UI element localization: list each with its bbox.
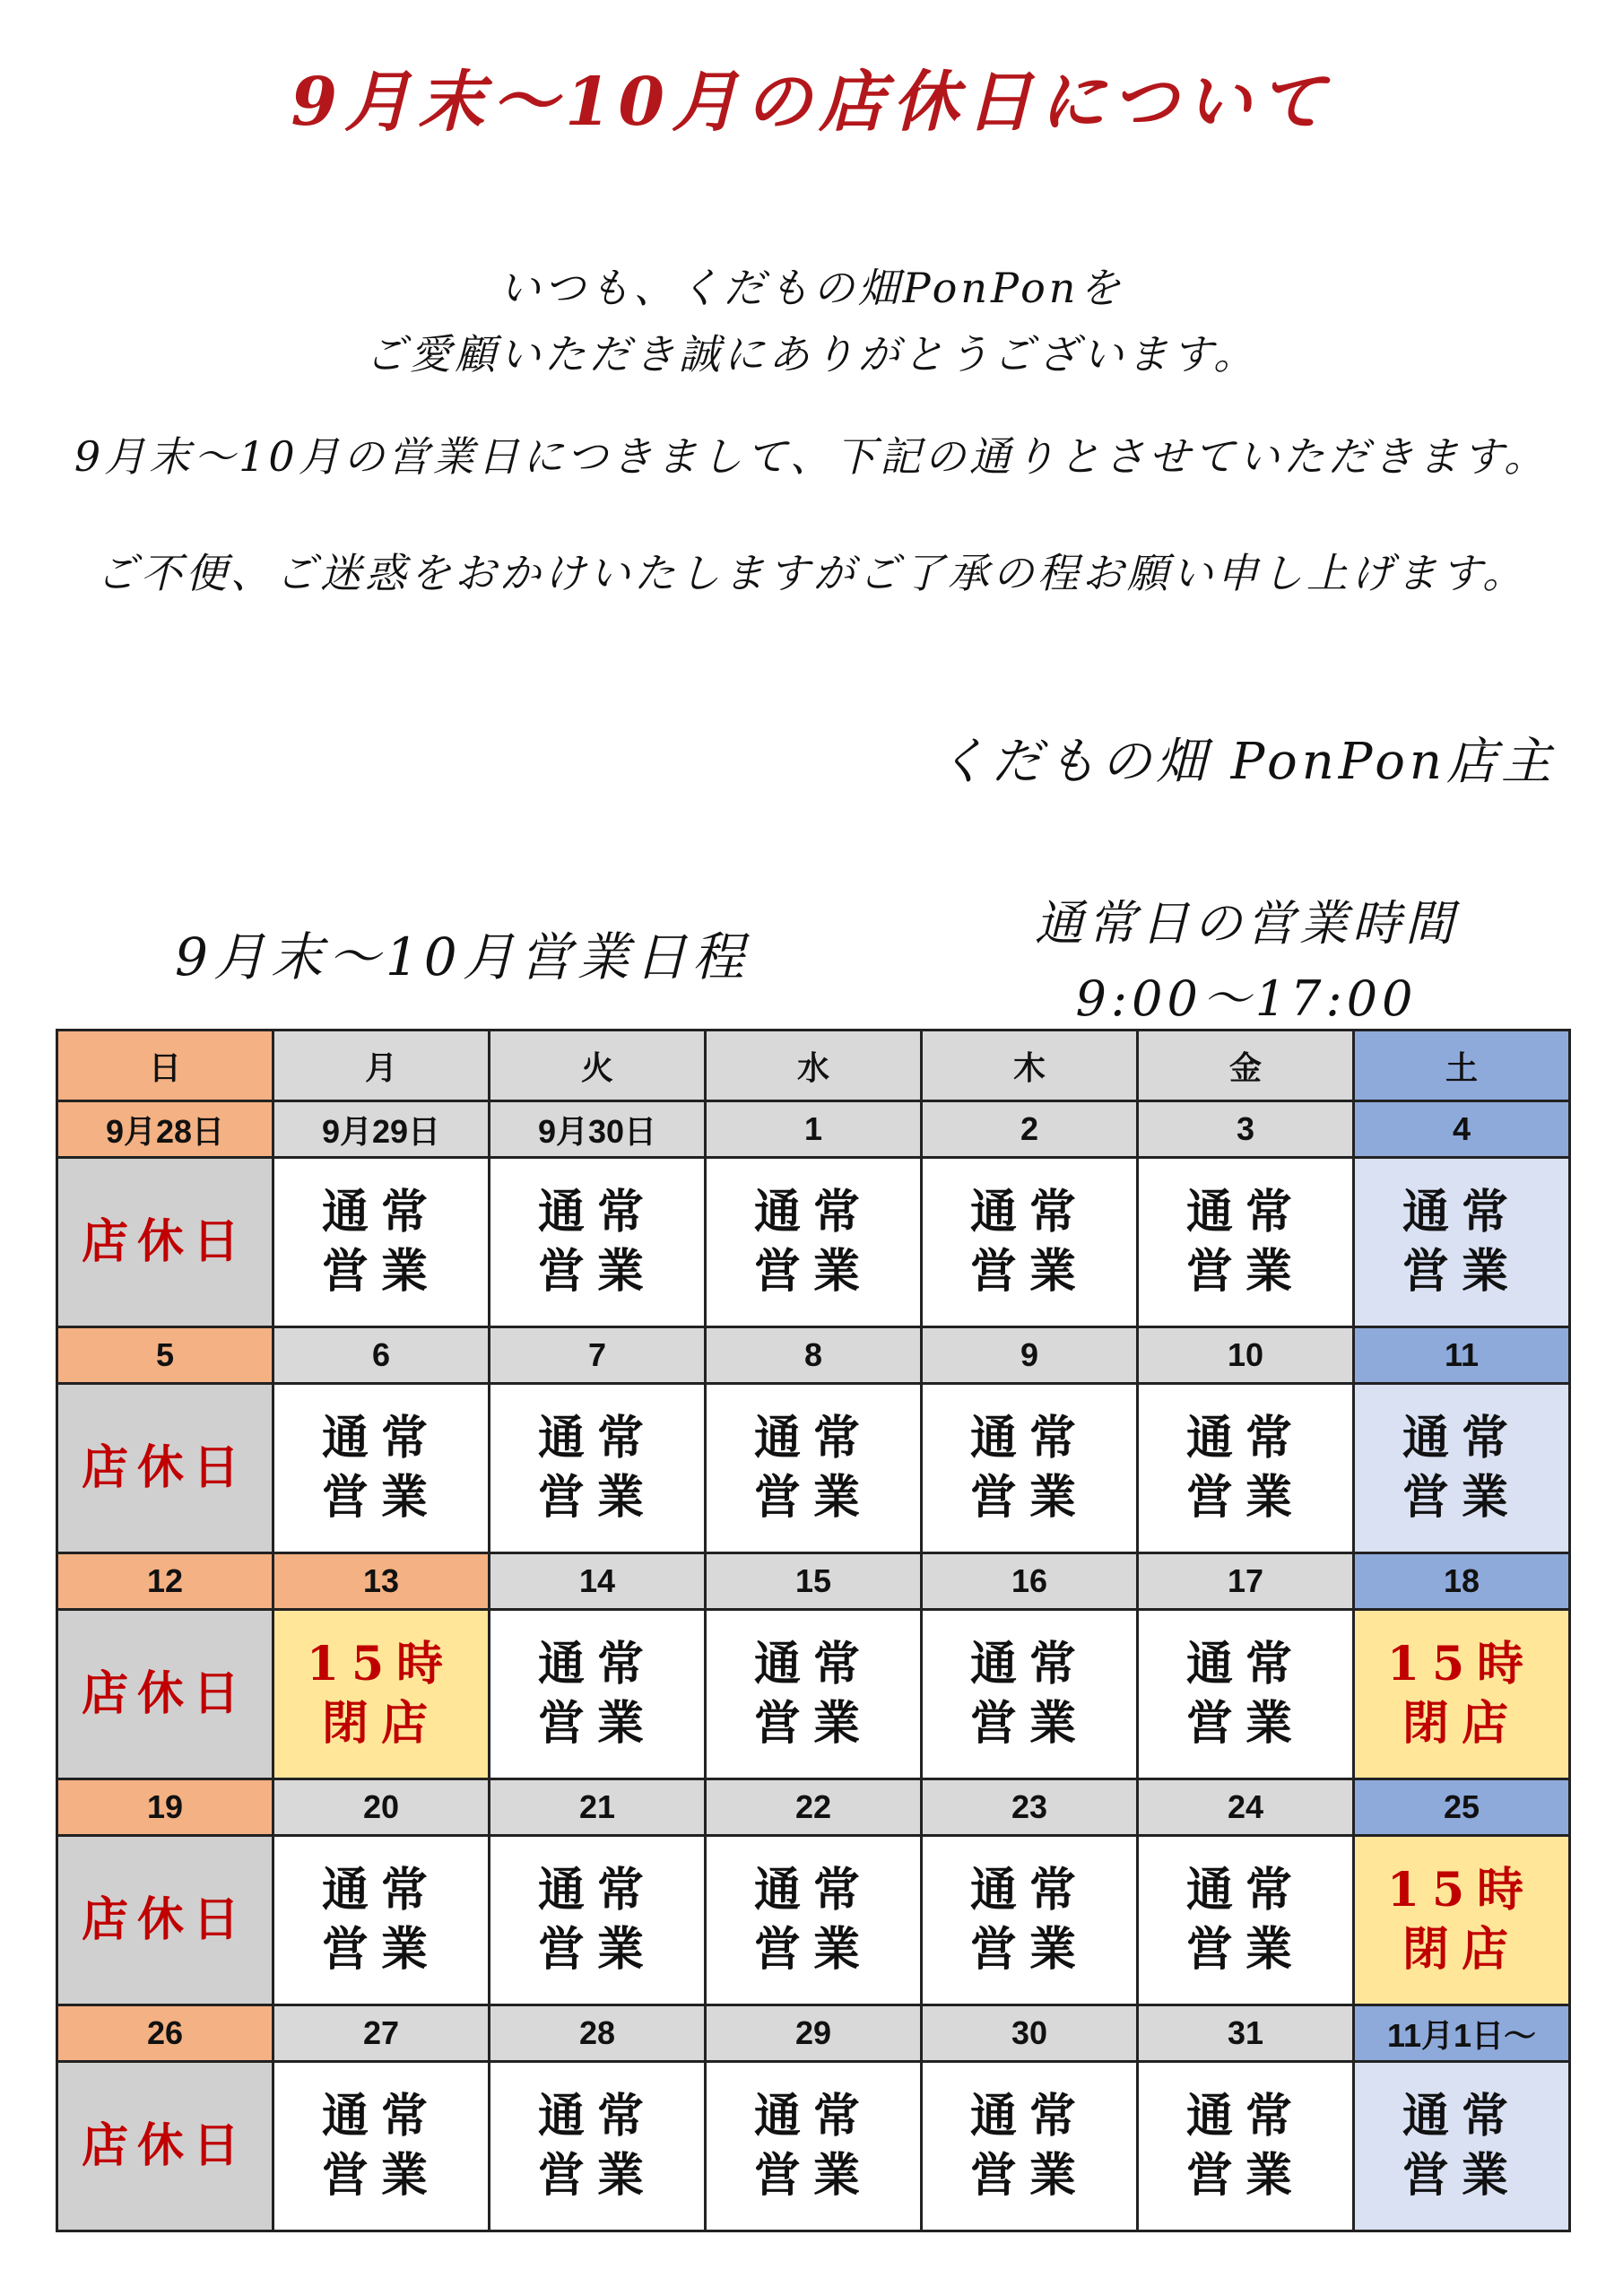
- calendar-date: 7: [490, 1327, 706, 1384]
- normal-business-label: 通常: [1185, 1863, 1305, 1918]
- closed-day-label: 店休日: [81, 1666, 248, 1721]
- normal-business-label: 通常: [1402, 2089, 1521, 2144]
- status-row: [57, 1836, 1570, 2005]
- calendar-date: 13: [273, 1553, 490, 1610]
- closed-day-label: 店休日: [81, 2118, 248, 2173]
- weekday-header-row: [57, 1031, 1570, 1101]
- calendar-date: 29: [706, 2005, 922, 2062]
- date-row: [57, 1101, 1570, 1158]
- normal-business-label: 営業: [753, 1244, 872, 1299]
- weekday-header: 日: [57, 1031, 273, 1101]
- normal-business-label: 通常: [321, 1411, 440, 1465]
- weekday-header: 金: [1138, 1031, 1354, 1101]
- normal-business-label: 営業: [753, 2148, 872, 2203]
- calendar-status-cell: [706, 1158, 922, 1327]
- calendar-date: 25: [1354, 1779, 1570, 1836]
- greeting-line-1: いつも、くだもの畑PonPonを: [499, 264, 1124, 312]
- normal-business-label: 営業: [969, 1244, 1089, 1299]
- normal-business-label: 営業: [537, 2148, 656, 2203]
- closed-day-label: 店休日: [81, 1440, 248, 1495]
- normal-business-label: 営業: [1402, 1470, 1521, 1525]
- normal-business-label: 通常: [537, 2089, 656, 2144]
- calendar-date: 20: [273, 1779, 490, 1836]
- weekday-header: 火: [490, 1031, 706, 1101]
- normal-business-label: 通常: [969, 2089, 1089, 2144]
- status-row: [57, 1158, 1570, 1327]
- normal-business-label: 営業: [537, 1696, 656, 1751]
- calendar-status-cell: [922, 1158, 1138, 1327]
- normal-business-label: 営業: [537, 1470, 656, 1525]
- calendar-date: 17: [1138, 1553, 1354, 1610]
- normal-business-label: 通常: [537, 1185, 656, 1239]
- normal-business-label: 通常: [969, 1863, 1089, 1918]
- calendar-date: 31: [1138, 2005, 1354, 2062]
- business-hours: [1004, 886, 1488, 1037]
- calendar-status-cell: [922, 1384, 1138, 1553]
- normal-business-label: 営業: [537, 1244, 656, 1299]
- calendar-status-cell: [57, 1384, 273, 1553]
- calendar-status-cell: [706, 1384, 922, 1553]
- calendar-date: 9月29日: [273, 1101, 490, 1158]
- calendar-status-cell: [273, 1384, 490, 1553]
- calendar-date: 3: [1138, 1101, 1354, 1158]
- normal-business-label: 営業: [1402, 2148, 1521, 2203]
- calendar-status-cell: [1354, 2062, 1570, 2231]
- calendar-date: 8: [706, 1327, 922, 1384]
- notice-line: 9月末～10月の営業日につきまして、下記の通りとさせていただきます。: [74, 432, 1549, 481]
- weekday-header: 土: [1354, 1031, 1570, 1101]
- normal-business-label: 通常: [753, 1411, 872, 1465]
- normal-business-label: 営業: [1185, 1922, 1305, 1977]
- calendar-date: 27: [273, 2005, 490, 2062]
- schedule-calendar: [56, 1029, 1571, 2232]
- normal-business-label: 通常: [321, 1185, 440, 1239]
- calendar-status-cell: [57, 1836, 273, 2005]
- calendar-status-cell: [1138, 1384, 1354, 1553]
- normal-business-label: 営業: [321, 1470, 440, 1525]
- normal-business-label: 営業: [321, 2148, 440, 2203]
- normal-business-label: 営業: [1185, 1696, 1305, 1751]
- calendar-date: 28: [490, 2005, 706, 2062]
- normal-business-label: 営業: [321, 1922, 440, 1977]
- calendar-date: 16: [922, 1553, 1138, 1610]
- calendar-status-cell: [57, 1158, 273, 1327]
- calendar-date: 6: [273, 1327, 490, 1384]
- normal-business-label: 営業: [753, 1922, 872, 1977]
- status-row: [57, 1610, 1570, 1779]
- closed-day-label: 店休日: [81, 1214, 248, 1269]
- status-row: [57, 1384, 1570, 1553]
- normal-business-label: 通常: [1402, 1185, 1521, 1239]
- calendar-date: 1: [706, 1101, 922, 1158]
- calendar-status-cell: [490, 1158, 706, 1327]
- calendar-status-cell: [1138, 1158, 1354, 1327]
- calendar-status-cell: [1138, 1610, 1354, 1779]
- normal-business-label: 通常: [537, 1637, 656, 1692]
- calendar-date: 18: [1354, 1553, 1570, 1610]
- normal-business-label: 営業: [969, 1696, 1089, 1751]
- calendar-date: 5: [57, 1327, 273, 1384]
- normal-business-label: 通常: [1185, 1411, 1305, 1465]
- calendar-date: 9月28日: [57, 1101, 273, 1158]
- business-hours-time: 9:00～17:00: [1075, 970, 1418, 1027]
- early-close-label: 閉店: [321, 1696, 440, 1751]
- normal-business-label: 通常: [1185, 2089, 1305, 2144]
- calendar-date: 9: [922, 1327, 1138, 1384]
- early-close-label: 15時: [306, 1637, 456, 1692]
- normal-business-label: 通常: [969, 1185, 1089, 1239]
- calendar-status-cell: [273, 1836, 490, 2005]
- calendar-status-cell: [273, 1158, 490, 1327]
- early-close-label: 閉店: [1402, 1696, 1521, 1751]
- calendar-date: 21: [490, 1779, 706, 1836]
- normal-business-label: 営業: [969, 2148, 1089, 2203]
- calendar-status-cell: [1354, 1836, 1570, 2005]
- calendar-status-cell: [1138, 2062, 1354, 2231]
- page-title: 9月末～10月の店休日について: [291, 64, 1332, 141]
- schedule-title: 9月末～10月営業日程: [175, 926, 750, 987]
- normal-business-label: 通常: [537, 1863, 656, 1918]
- calendar-date: 30: [922, 2005, 1138, 2062]
- calendar-date: 11月1日～: [1354, 2005, 1570, 2062]
- calendar-status-cell: [57, 1610, 273, 1779]
- normal-business-label: 通常: [1402, 1411, 1521, 1465]
- normal-business-label: 通常: [753, 2089, 872, 2144]
- early-close-label: 閉店: [1402, 1922, 1521, 1977]
- normal-business-label: 通常: [753, 1863, 872, 1918]
- calendar-date: 14: [490, 1553, 706, 1610]
- calendar-status-cell: [273, 2062, 490, 2231]
- normal-business-label: 営業: [537, 1922, 656, 1977]
- normal-business-label: 営業: [1185, 1244, 1305, 1299]
- calendar-status-cell: [922, 2062, 1138, 2231]
- calendar-date: 4: [1354, 1101, 1570, 1158]
- normal-business-label: 通常: [321, 2089, 440, 2144]
- calendar-status-cell: [490, 1610, 706, 1779]
- normal-business-label: 営業: [753, 1696, 872, 1751]
- calendar-status-cell: [1138, 1836, 1354, 2005]
- normal-business-label: 通常: [753, 1637, 872, 1692]
- status-row: [57, 2062, 1570, 2231]
- normal-business-label: 通常: [753, 1185, 872, 1239]
- calendar-date: 9月30日: [490, 1101, 706, 1158]
- date-row: [57, 1553, 1570, 1610]
- normal-business-label: 営業: [1402, 1244, 1521, 1299]
- calendar-status-cell: [490, 1384, 706, 1553]
- calendar-status-cell: [273, 1610, 490, 1779]
- date-row: [57, 1327, 1570, 1384]
- normal-business-label: 通常: [969, 1411, 1089, 1465]
- normal-business-label: 通常: [1185, 1185, 1305, 1239]
- calendar-status-cell: [1354, 1384, 1570, 1553]
- calendar-date: 22: [706, 1779, 922, 1836]
- calendar-date: 2: [922, 1101, 1138, 1158]
- business-hours-label: 通常日の営業時間: [1035, 895, 1458, 952]
- calendar-date: 24: [1138, 1779, 1354, 1836]
- normal-business-label: 営業: [969, 1922, 1089, 1977]
- normal-business-label: 営業: [1185, 1470, 1305, 1525]
- date-row: [57, 2005, 1570, 2062]
- calendar-status-cell: [1354, 1610, 1570, 1779]
- normal-business-label: 営業: [321, 1244, 440, 1299]
- date-row: [57, 1779, 1570, 1836]
- normal-business-label: 通常: [1185, 1637, 1305, 1692]
- calendar-date: 19: [57, 1779, 273, 1836]
- early-close-label: 15時: [1386, 1637, 1537, 1692]
- weekday-header: 木: [922, 1031, 1138, 1101]
- calendar-status-cell: [1354, 1158, 1570, 1327]
- calendar-date: 15: [706, 1553, 922, 1610]
- calendar-date: 11: [1354, 1327, 1570, 1384]
- closed-day-label: 店休日: [81, 1892, 248, 1947]
- calendar-status-cell: [57, 2062, 273, 2231]
- calendar-date: 12: [57, 1553, 273, 1610]
- calendar-date: 10: [1138, 1327, 1354, 1384]
- normal-business-label: 営業: [753, 1470, 872, 1525]
- calendar-date: 23: [922, 1779, 1138, 1836]
- weekday-header: 月: [273, 1031, 490, 1101]
- early-close-label: 15時: [1386, 1863, 1537, 1918]
- calendar-status-cell: [490, 1836, 706, 2005]
- calendar-status-cell: [490, 2062, 706, 2231]
- normal-business-label: 通常: [321, 1863, 440, 1918]
- calendar-status-cell: [922, 1610, 1138, 1779]
- calendar-date: 26: [57, 2005, 273, 2062]
- calendar-status-cell: [706, 1610, 922, 1779]
- normal-business-label: 通常: [969, 1637, 1089, 1692]
- greeting-line-2: ご愛顧いただき誠にありがとうございます。: [364, 330, 1259, 378]
- normal-business-label: 営業: [969, 1470, 1089, 1525]
- shop-owner-signature: くだもの畑 PonPon店主: [936, 733, 1556, 791]
- calendar-status-cell: [922, 1836, 1138, 2005]
- normal-business-label: 通常: [537, 1411, 656, 1465]
- calendar-status-cell: [706, 1836, 922, 2005]
- apology-line: ご不便、ご迷惑をおかけいたしますがご了承の程お願い申し上げます。: [95, 549, 1528, 597]
- calendar-status-cell: [706, 2062, 922, 2231]
- normal-business-label: 営業: [1185, 2148, 1305, 2203]
- weekday-header: 水: [706, 1031, 922, 1101]
